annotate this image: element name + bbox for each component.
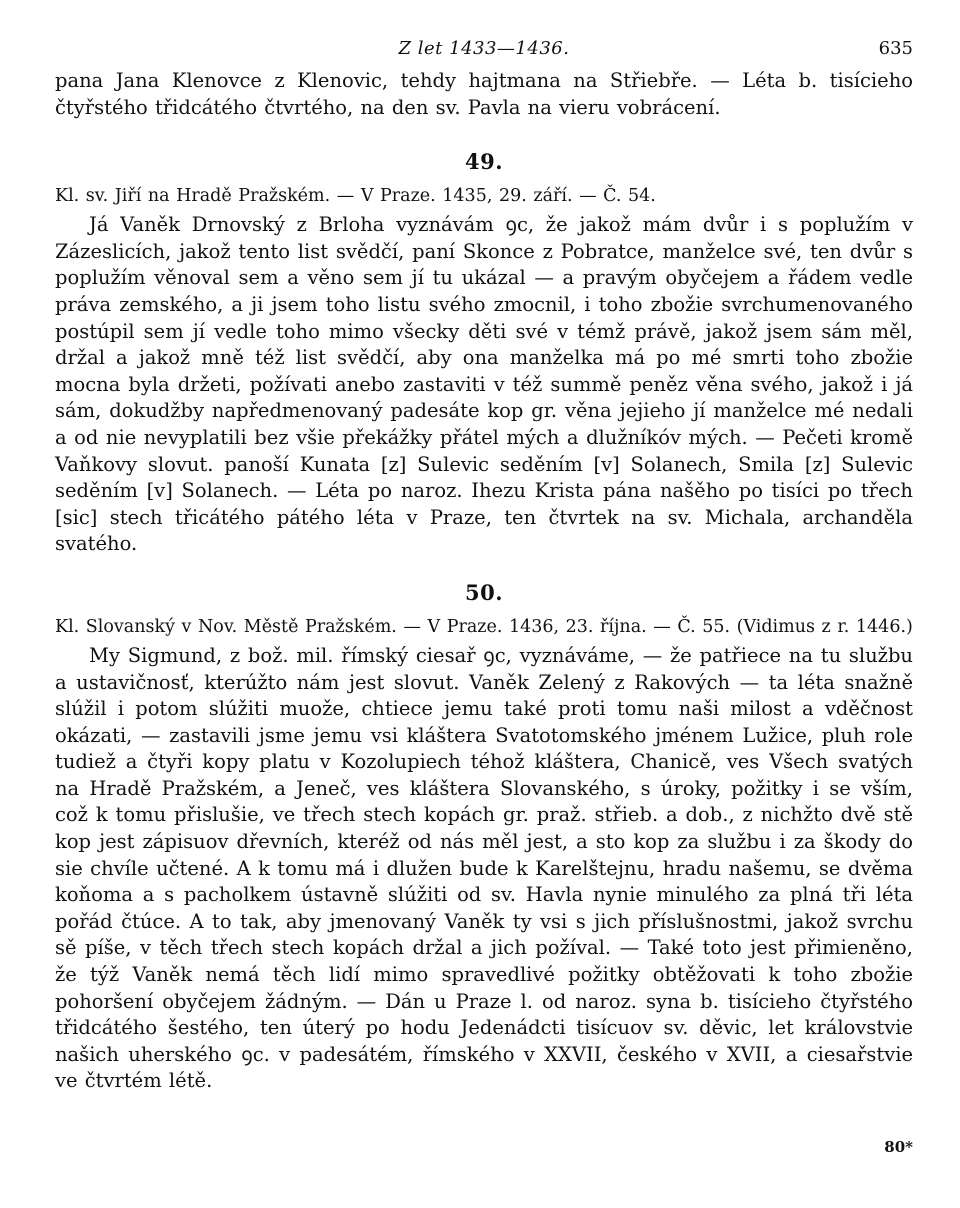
document-number-50: 50. (464, 579, 504, 605)
document-body-50: My Sigmund, z bož. mil. římský ciesař ꝯc, vyznáváme, — že patřiece na tu službu a ustavičnosť, kterúžto nám jest slovut. Vaněk Zelený z Rakových — ta léta snažně slúžil i potom slúžiti muože, chtiece jemu také proti tomu naši milost a vděčnost okázati, — zastavili jsme jemu vsi kláštera Svatotomského jménem Lužice, pluh role tudiež a čtyři kopy platu v Kozolupiech téhož kláštera, Chanicě, ves Všech svatých na Hradě Pražském, a Jeneč, ves kláštera Slovanského, s úroky, požitky i se vším, což k tomu přislušie, ve třech stech kopách gr. praž. střieb. a dob., z nichžto dvě stě kop jest zápisuov dřevních, kteréž od nás měl jest, a sto kop za službu i za škody do sie chvíle učtené. A k tomu má i dlužen bude k Karelštejnu, hradu našemu, se dvěma koňoma a s pacholkem ústavně slúžiti od sv. Havla nynie minulého za plná tři léta pořád čtúce. A to tak, aby jmenovaný Vaněk ty vsi s jich příslušnostmi, jakož svrchu sě píše, v těch třech stech kopách držal a jich požíval. — Také toto jest přimieněno, že týž Vaněk nemá těch lidí mimo spravedlivé požitky obtěžovati k toho zbožie pohoršení obyčejem žádným. — Dán u Praze l. od naroz. syna b. tisícieho čtyřstého třidcátého šestého, ten úterý po hodu Jedenádcti tisícuov sv. děvic, let královstvie našich uherského ꝯc. v padesátém, římského v XXVII, českého v XVII, a ciesařstvie ve čtvrtém létě. (55, 643, 913, 1093)
running-head (55, 38, 913, 68)
signature-mark: 80* (884, 1138, 913, 1156)
document-page (55, 38, 913, 1156)
document-heading-50: Kl. Slovanský v Nov. Městě Pražském. — V Praze. 1436, 23. října. — Č. 55. (Vidimus z r. 1446.) (55, 616, 913, 637)
document-body-49: Já Vaněk Drnovský z Brloha vyznávám ꝯc, že jakož mám dvůr i s poplužím v Zázeslicích, jakož tento list svědčí, paní Skonce z Pobratce, manželce své, ten dvůr s poplužím věnoval sem a věno sem jí tu ukázal — a pravým obyčejem a řádem vedle práva zemského, a ji jsem toho listu svého zmocnil, i toho zbožie svrchumenovaného postúpil sem jí vedle toho mimo všecky děti své v témž právě, jakož jsem sám měl, držal a jakož mně též list svědčí, aby ona manželka má po mé smrti toho zbožie mocna byla držeti, požívati anebo zastaviti v též summě peněz věna svého, jakož i já sám, dokudžby napředmenovaný padesáte kop gr. věna jejieho jí manželce mé nedali a od nie nevyplatili bez všie překážky přátel mých a dlužníkóv mých. — Pečeti kromě Vaňkovy slovut. panoší Kunata [z] Sulevic seděním [v] Solanech, Smila [z] Sulevic seděním [v] Solanech. — Léta po naroz. Ihezu Krista pána našěho po tisíci po třech [sic] stech třicátého pátého léta v Praze, ten čtvrtek na sv. Michala, archanděla svatého. (55, 213, 913, 556)
document-heading-49: Kl. sv. Jiří na Hradě Pražském. — V Praze. 1435, 29. září. — Č. 54. (55, 186, 656, 207)
document-number-49: 49. (464, 149, 504, 175)
intro-paragraph: pana Jana Klenovce z Klenovic, tehdy hajtmana na Střiebře. — Léta b. tisícieho čtyřstého třidcátého čtvrtého, na den sv. Pavla na vieru vobrácení. (55, 69, 913, 119)
running-title: Z let 1433—1436. (398, 38, 570, 59)
page-number: 635 (878, 38, 913, 59)
